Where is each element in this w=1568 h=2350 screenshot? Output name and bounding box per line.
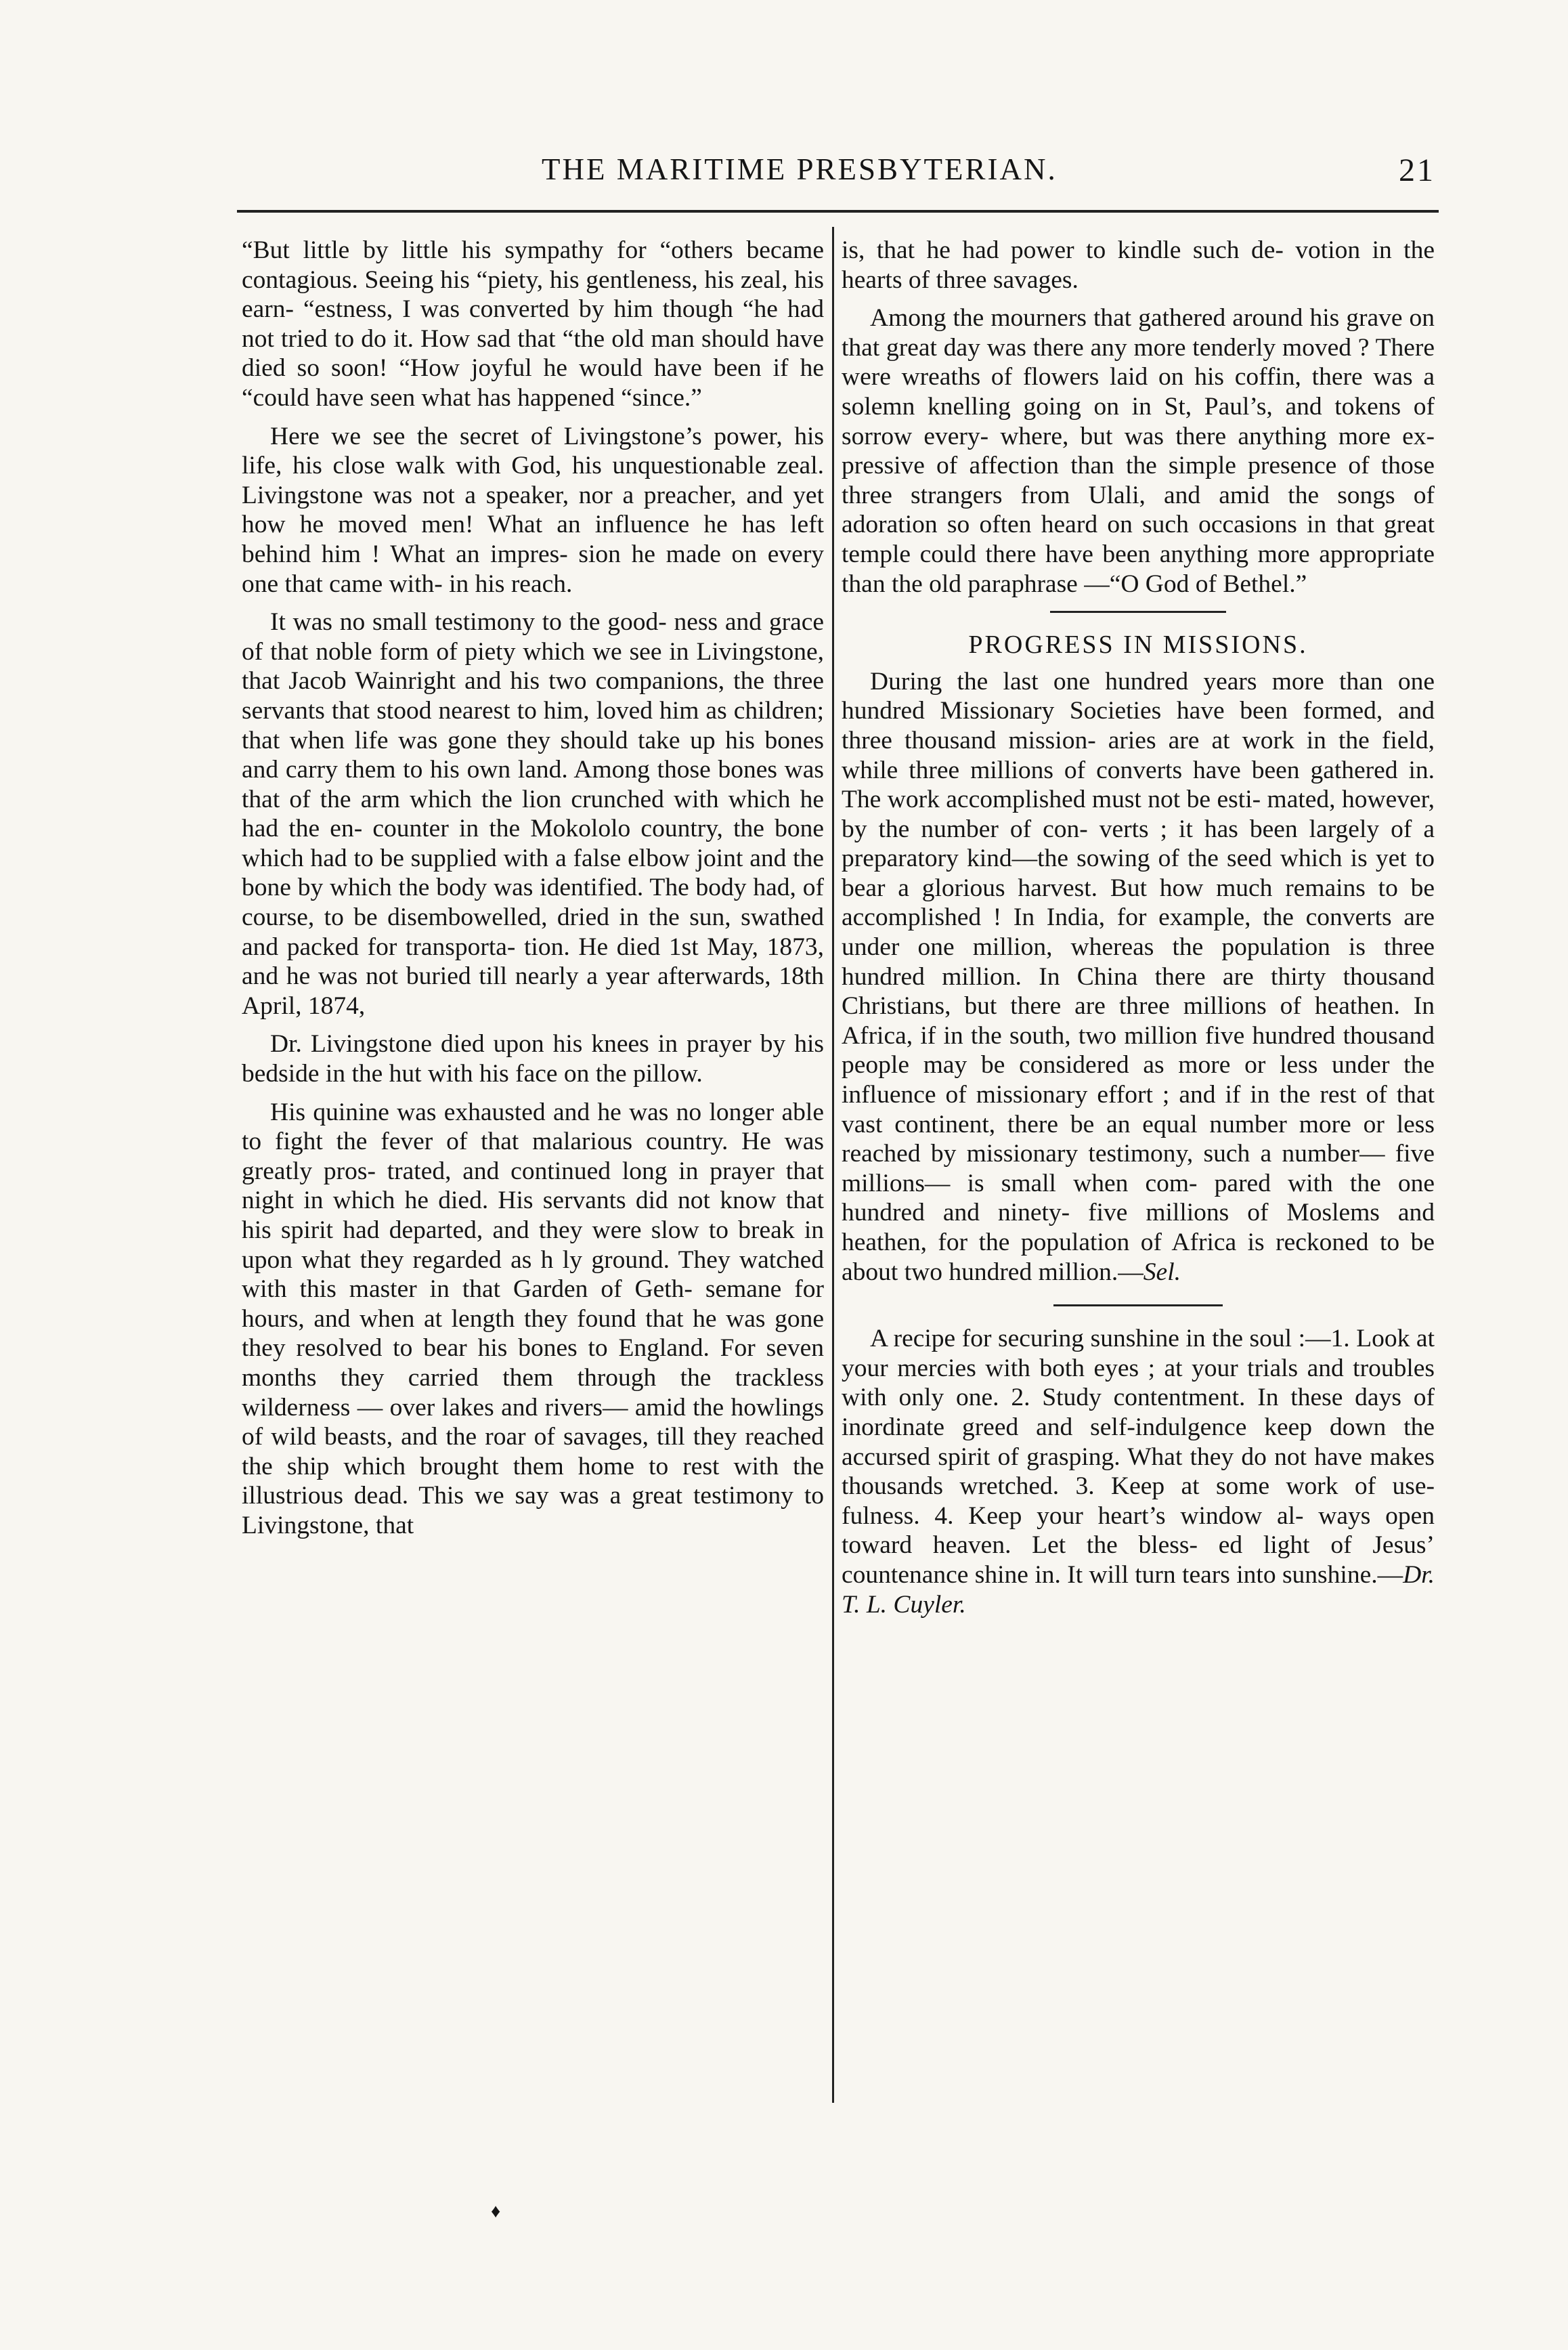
- running-head: [542, 152, 1435, 199]
- section-heading: PROGRESS IN MISSIONS.: [968, 631, 1308, 660]
- item-rule: [1053, 1304, 1223, 1306]
- column-divider: [832, 227, 834, 2103]
- left-column: [242, 236, 824, 1541]
- sunshine-recipe-source: Dr. T. L. Cuyler.: [842, 1560, 1435, 1619]
- sunshine-recipe-text: A recipe for securing sunshine in the soul :—1. Look at your mercies with both eyes ; at your trials and troubles with only one. 2. Study contentment. In these days of inordinate greed and self-indulgence keep down the accursed spirit of grasping. What they do not have makes thousands wretched. 3. Keep at some work of use- fulness. 4. Keep your heart’s window al- ways open toward heaven. Let the bless- ed light of Jesus’ countenance shine in. It will turn tears into sunshine.—: [842, 1325, 1435, 1589]
- missions-source: Sel.: [1143, 1258, 1181, 1286]
- footer-ornament: ♦: [491, 2201, 501, 2222]
- header-rule: [237, 210, 1439, 213]
- page-number: 21: [1399, 152, 1435, 188]
- livingstone-servants-paragraph: His quinine was exhausted and he was no longer able to fight the fever of that malarious country. He was greatly pros- trated, and continued long in prayer that night in which he died. His servants did not know that his spirit had departed, and they were slow to break in upon what they regarded as h ly ground. They watched with this master in that Garden of Geth- semane for hours, and when at length they found that he was gone they resolved to bear his bones to England. For seven months they carried them through the trackless wilderness — over lakes and rivers— amid the howlings of wild beasts, and the roar of savages, till they reached the ship which brought them home to rest with the illustrious dead. This we say was a great testimony to Livingstone, that: [242, 1098, 824, 1539]
- missions-paragraph: [842, 667, 1435, 1287]
- livingstone-secret-paragraph: Here we see the secret of Livingstone’s power, his life, his close walk with God, his unquestionable zeal. Livingstone was not a speaker, nor a preacher, and yet how he moved men! What an influence he has left behind him ! What an impres- sion he made on every one that came with- in his reach.: [242, 422, 824, 598]
- livingstone-quote-paragraph: “But little by little his sympathy for “others became contagious. Seeing his “piety, his gentleness, his zeal, his earn- “estness, I was converted by him though “he had not tried to do it. How sad that “the old man should have died so soon! “How joyful he would have been if he “could have seen what has happened “since.”: [242, 236, 824, 412]
- livingstone-testimony-paragraph: It was no small testimony to the good- ness and grace of that noble form of piety which we see in Livingstone, that Jacob Wainright and his two companions, the three servants that stood nearest to him, loved him as children; that when life was gone they should take up his bones and carry them to his own land. Among those bones was that of the arm which the lion crunched with which he had the en- counter in the Mokololo country, the bone which had to be supplied with a false elbow joint and the bone by which the body was identified. The body had, of course, to be disembowelled, dried in the sun, swathed and packed for transporta- tion. He died 1st May, 1873, and he was not buried till nearly a year afterwards, 18th April, 1874,: [242, 608, 824, 1020]
- publication-title: THE MARITIME PRESBYTERIAN.: [542, 152, 1058, 186]
- livingstone-death-paragraph: Dr. Livingstone died upon his knees in prayer by his bedside in the hut with his face on the pillow.: [242, 1030, 824, 1088]
- continued-paragraph: is, that he had power to kindle such de- votion in the hearts of three savages.: [842, 236, 1435, 294]
- section-rule: [1050, 611, 1226, 613]
- missions-text: During the last one hundred years more than one hundred Missionary Societies have been formed, and three thousand mission- aries are at work in the field, while three millions of converts have been gathered in. The work accomplished must not be esti- mated, however, by the number of con- verts ; it has been largely of a preparatory kind—the sowing of the seed which is yet to bear a glorious harvest. But how much remains to be accomplished ! In India, for example, the converts are under one million, whereas the population is three hundred million. In China there are thirty thousand Christians, but there are three millions of heathen. In Africa, if in the south, two million five hundred thousand people may be considered as more or less under the influence of missionary effort ; and if in the rest of that vast continent, there be an equal number more or less reached by missionary testimony, such a number— five millions— is small when com- pared with the one hundred and ninety- five millions of Moslems and heathen, for the population of Africa is reckoned to be about two hundred million.—: [842, 667, 1435, 1286]
- mourners-paragraph: Among the mourners that gathered around his grave on that great day was there any more tenderly moved ? There were wreaths of flowers laid on his coffin, there was a solemn knelling going on in St, Paul’s, and tokens of sorrow every- where, but was there anything more ex- pressive of affection than the simple presence of those three strangers from Ulali, and amid the songs of adoration so often heard on such occasions in that great temple could there have been anything more appropriate than the old paraphrase —“O God of Bethel.”: [842, 304, 1435, 598]
- right-column: [842, 236, 1435, 1619]
- sunshine-recipe-paragraph: [842, 1324, 1435, 1619]
